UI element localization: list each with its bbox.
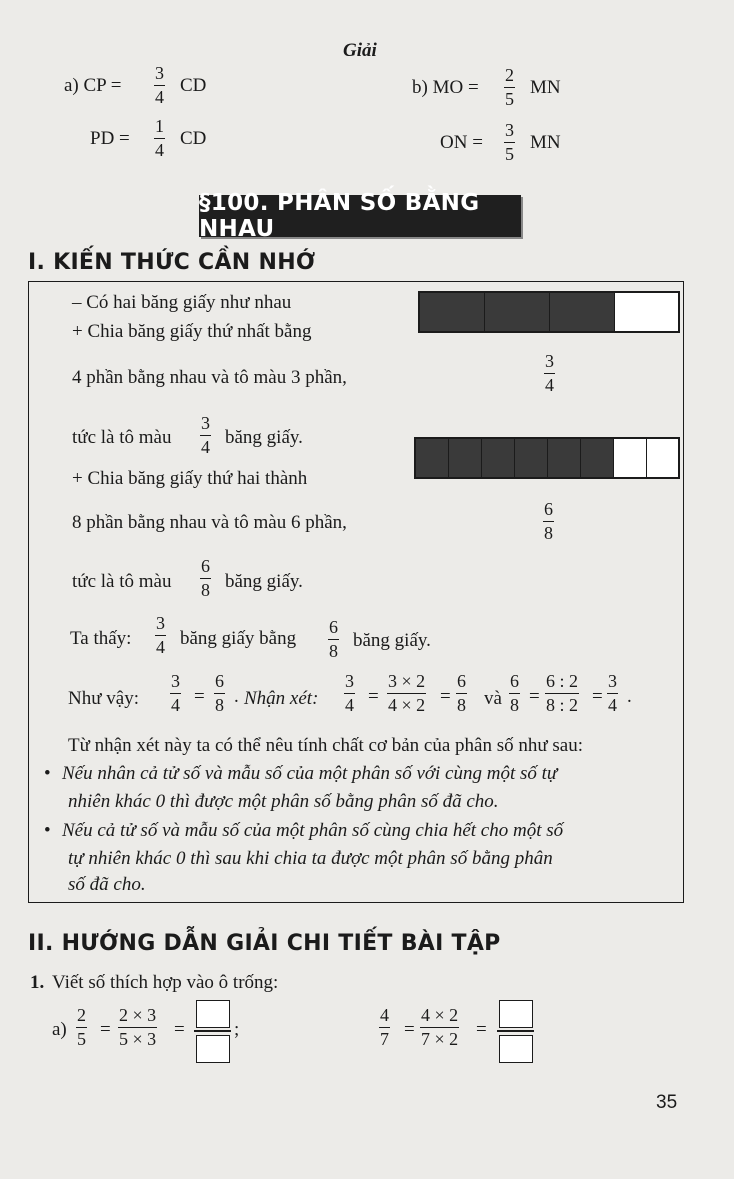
property-1-line-2: nhiên khác 0 thì được một phân số bằng phân số đã cho. xyxy=(68,791,499,812)
fraction-cp: 3 4 xyxy=(155,63,164,108)
knowledge-line-2: + Chia băng giấy thứ nhất bằng xyxy=(72,321,312,342)
strip-part xyxy=(581,439,614,477)
strip-part xyxy=(449,439,482,477)
fraction-6-8: 6 8 xyxy=(457,671,466,716)
strip-part xyxy=(647,439,677,477)
part1-title: I. KIẾN THỨC CẦN NHỚ xyxy=(28,250,316,275)
answer-pd-label: PD = xyxy=(90,128,130,149)
fraction-3-4: 3 4 xyxy=(171,671,180,716)
fraction-mo: 2 5 xyxy=(505,65,514,110)
property-2-line-2: tự nhiên khác 0 thì sau khi chia ta được một phân số bằng phân xyxy=(68,848,553,869)
equals-sign: = xyxy=(476,1019,487,1040)
unit-cd: CD xyxy=(180,75,207,96)
answer-on-label: ON = xyxy=(440,132,483,153)
knowledge-line-9a: Như vậy: xyxy=(68,688,139,709)
unit-mn-2: MN xyxy=(530,132,561,153)
equals-sign: = xyxy=(440,686,451,707)
fraction-6-8: 6 8 xyxy=(215,671,224,716)
answer-box-numerator[interactable] xyxy=(499,1000,533,1028)
exercise-a-label: a) xyxy=(52,1019,67,1040)
strip-part xyxy=(614,439,647,477)
equals-sign: = xyxy=(100,1019,111,1040)
knowledge-line-1: – Có hai băng giấy như nhau xyxy=(72,292,292,313)
bullet-2: • xyxy=(44,820,51,841)
unit-mn: MN xyxy=(530,77,561,98)
fraction-multiply: 3 × 2 4 × 2 xyxy=(388,671,426,716)
fraction-3-4: 3 4 xyxy=(201,413,210,458)
bullet-1: • xyxy=(44,763,51,784)
paper-strip-eighths xyxy=(414,437,680,479)
knowledge-line-4a: tức là tô màu xyxy=(72,427,172,448)
property-2-line-3: số đã cho. xyxy=(68,874,146,895)
knowledge-line-7a: tức là tô màu xyxy=(72,571,172,592)
fraction-4-7: 4 7 xyxy=(380,1005,389,1050)
period: . xyxy=(627,686,632,707)
fraction-6-8: 6 8 xyxy=(544,499,553,544)
fraction-2x3-5x3: 2 × 3 5 × 3 xyxy=(119,1005,157,1050)
knowledge-line-7b: băng giấy. xyxy=(225,571,303,592)
knowledge-line-8c: băng giấy. xyxy=(353,630,431,651)
property-1-line-1: Nếu nhân cả tử số và mẫu số của một phân số với cùng một số tự xyxy=(62,763,558,784)
period: . xyxy=(234,686,239,707)
and-word: và xyxy=(484,688,502,709)
exercise-number: 1. xyxy=(30,972,45,993)
fraction-divide: 6 : 2 8 : 2 xyxy=(546,671,579,716)
fraction-6-8: 6 8 xyxy=(510,671,519,716)
knowledge-line-10: Từ nhận xét này ta có thể nêu tính chất cơ bản của phân số như sau: xyxy=(68,735,583,756)
knowledge-line-5: + Chia băng giấy thứ hai thành xyxy=(72,468,308,489)
equals-sign: = xyxy=(592,686,603,707)
knowledge-line-8a: Ta thấy: xyxy=(70,628,132,649)
page-number: 35 xyxy=(656,1092,678,1113)
answer-box-numerator[interactable] xyxy=(196,1000,230,1028)
fraction-3-4: 3 4 xyxy=(156,613,165,658)
knowledge-line-4b: băng giấy. xyxy=(225,427,303,448)
answer-a-label: a) CP = xyxy=(64,75,122,96)
strip-part xyxy=(420,293,485,331)
equals-sign: = xyxy=(194,686,205,707)
exercise-prompt: Viết số thích hợp vào ô trống: xyxy=(52,972,279,993)
semicolon: ; xyxy=(234,1019,240,1040)
strip-part xyxy=(515,439,548,477)
strip-part xyxy=(485,293,550,331)
property-2-line-1: Nếu cả tử số và mẫu số của một phân số cùng chia hết cho một số xyxy=(62,820,564,841)
knowledge-line-6: 8 phần bằng nhau và tô màu 6 phần, xyxy=(72,512,347,533)
fraction-3-4: 3 4 xyxy=(608,671,617,716)
unit-cd-2: CD xyxy=(180,128,207,149)
strip-part xyxy=(550,293,615,331)
paper-strip-quarters xyxy=(418,291,680,333)
fraction-6-8: 6 8 xyxy=(201,556,210,601)
answer-b-label: b) MO = xyxy=(412,77,479,98)
fraction-6-8: 6 8 xyxy=(329,617,338,662)
section-title: §100. PHÂN SỐ BẰNG NHAU xyxy=(199,195,521,237)
fraction-pd: 1 4 xyxy=(155,116,164,161)
equals-sign: = xyxy=(174,1019,185,1040)
strip-part xyxy=(615,293,677,331)
knowledge-line-3: 4 phần bằng nhau và tô màu 3 phần, xyxy=(72,367,347,388)
knowledge-line-8b: băng giấy bằng xyxy=(180,628,297,649)
equals-sign: = xyxy=(404,1019,415,1040)
part2-title: II. HƯỚNG DẪN GIẢI CHI TIẾT BÀI TẬP xyxy=(28,931,501,956)
fraction-on: 3 5 xyxy=(505,120,514,165)
strip-part xyxy=(482,439,515,477)
fraction-2-5: 2 5 xyxy=(77,1005,86,1050)
fraction-3-4: 3 4 xyxy=(345,671,354,716)
answer-box-denominator[interactable] xyxy=(499,1035,533,1063)
solution-header: Giải xyxy=(343,40,377,61)
strip-part xyxy=(416,439,449,477)
answer-box-denominator[interactable] xyxy=(196,1035,230,1063)
fraction-4x2-7x2: 4 × 2 7 × 2 xyxy=(421,1005,459,1050)
knowledge-line-9b: Nhận xét: xyxy=(244,688,319,709)
equals-sign: = xyxy=(368,686,379,707)
strip-part xyxy=(548,439,581,477)
equals-sign: = xyxy=(529,686,540,707)
fraction-bar xyxy=(194,1030,231,1032)
fraction-bar xyxy=(497,1030,534,1032)
fraction-3-4: 3 4 xyxy=(545,351,554,396)
